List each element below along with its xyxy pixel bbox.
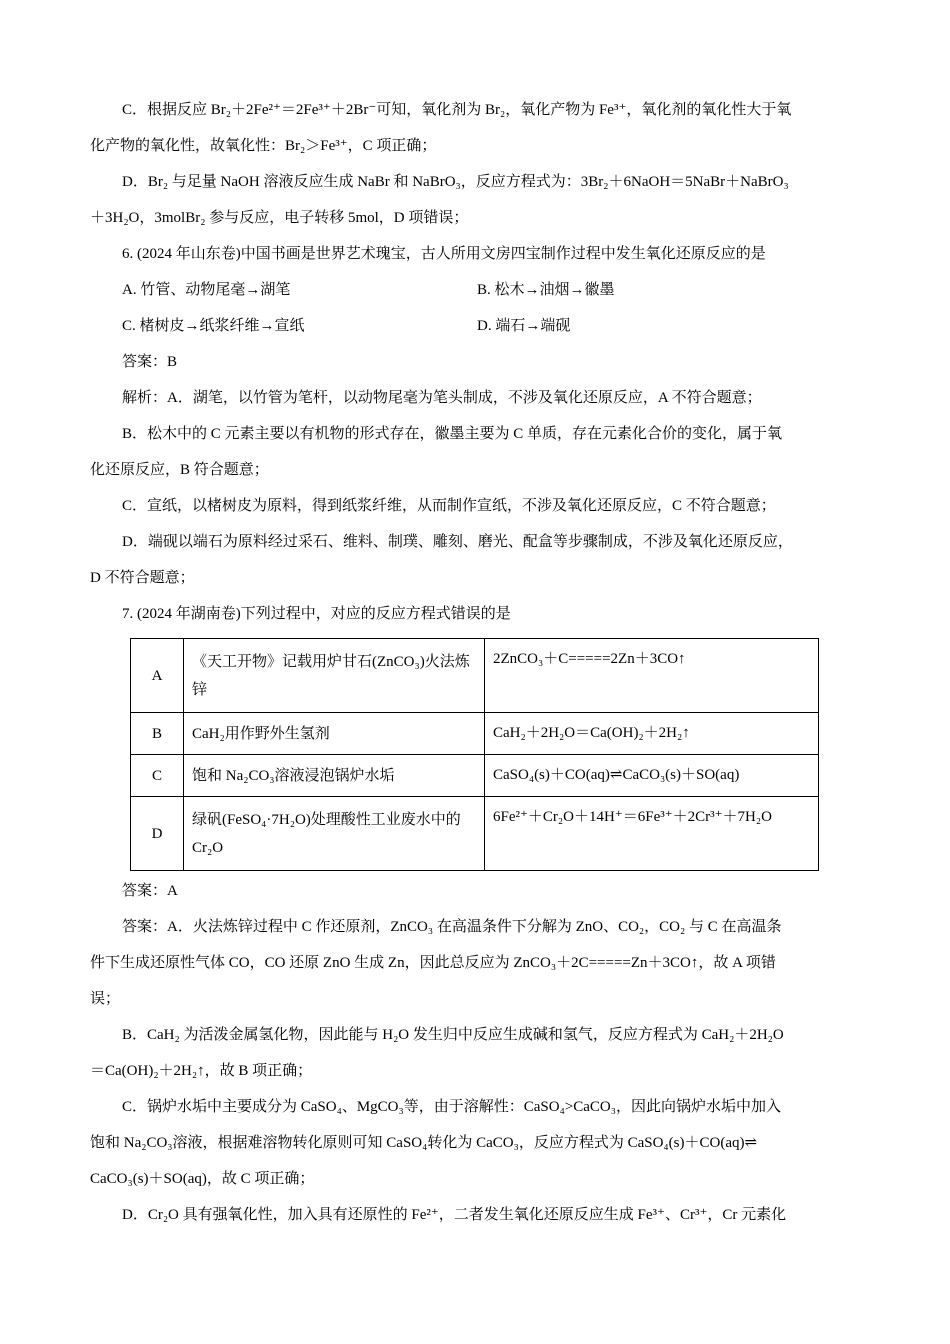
table-cell-equation: 2ZnCO₃＋C=====2Zn＋3CO↑ bbox=[485, 639, 819, 713]
question-7-explanation-d-line-1: D．Cr₂O 具有强氧化性，加入具有还原性的 Fe²⁺，二者发生氧化还原反应生成 Fe³⁺、Cr³⁺，Cr 元素化 bbox=[122, 1207, 787, 1223]
table-cell-description: CaH₂用作野外生氢剂 bbox=[184, 713, 485, 755]
table-cell-letter: D bbox=[131, 797, 184, 871]
table-cell-letter: C bbox=[131, 755, 184, 797]
question-7-explanation-a-line-3: 误； bbox=[90, 991, 121, 1007]
table-row bbox=[131, 797, 819, 871]
question-6-explanation-a: 解析：A．湖笔，以竹管为笔杆，以动物尾毫为笔头制成，不涉及氧化还原反应，A 不符合题意； bbox=[122, 390, 762, 406]
table-cell-letter: B bbox=[131, 713, 184, 755]
question-7-explanation-c-line-3: CaCO₃(s)＋SO(aq)，故 C 项正确； bbox=[90, 1171, 315, 1187]
table-cell-description: 绿矾(FeSO₄·7H₂O)处理酸性工业废水中的 Cr₂O bbox=[184, 797, 485, 871]
question-7-explanation-b-line-2: ＝Ca(OH)₂＋2H₂↑，故 B 项正确； bbox=[90, 1063, 313, 1079]
question-6-explanation-b-line-1: B．松木中的 C 元素主要以有机物的形式存在，徽墨主要为 C 单质，存在元素化合价的变化，属于氧 bbox=[122, 426, 783, 442]
question-7-explanation-c-line-1: C．锅炉水垢中主要成分为 CaSO₄、MgCO₃等，由于溶解性：CaSO₄>CaCO₃，因此向锅炉水垢中加入 bbox=[122, 1099, 781, 1115]
explanation-c-line-1: C．根据反应 Br₂＋2Fe²⁺＝2Fe³⁺＋2Br⁻可知，氧化剂为 Br₂，氧化产物为 Fe³⁺，氧化剂的氧化性大于氧 bbox=[122, 102, 792, 118]
question-6-explanation-c: C．宣纸，以楮树皮为原料，得到纸浆纤维，从而制作宣纸，不涉及氧化还原反应，C 不符合题意； bbox=[122, 498, 776, 514]
table-cell-description: 饱和 Na₂CO₃溶液浸泡锅炉水垢 bbox=[184, 755, 485, 797]
question-7-explanation-b-line-1: B．CaH₂ 为活泼金属氢化物，因此能与 H₂O 发生归中反应生成碱和氢气，反应方程式为 CaH₂＋2H₂O bbox=[122, 1027, 784, 1043]
question-6-explanation-d-line-2: D 不符合题意； bbox=[90, 570, 195, 586]
question-6-options-row-2 bbox=[90, 308, 862, 344]
question-6-answer: 答案：B bbox=[122, 354, 178, 370]
table-cell-equation: 6Fe²⁺＋Cr₂O＋14H⁺＝6Fe³⁺＋2Cr³⁺＋7H₂O bbox=[485, 797, 819, 871]
table-cell-equation: CaSO₄(s)＋CO(aq)⇌CaCO₃(s)＋SO(aq) bbox=[485, 755, 819, 797]
table-cell-equation: CaH₂＋2H₂O＝Ca(OH)₂＋2H₂↑ bbox=[485, 713, 819, 755]
explanation-d-line-1: D．Br₂ 与足量 NaOH 溶液反应生成 NaBr 和 NaBrO₃，反应方程式为：3Br₂＋6NaOH＝5NaBr＋NaBrO₃ bbox=[122, 174, 789, 190]
table-row bbox=[131, 713, 819, 755]
question-6-options-row-1 bbox=[90, 272, 862, 308]
explanation-d-line-2: ＋3H₂O，3molBr₂ 参与反应，电子转移 5mol，D 项错误； bbox=[90, 210, 469, 226]
table-cell-letter: A bbox=[131, 639, 184, 713]
table-row bbox=[131, 755, 819, 797]
table-cell-description: 《天工开物》记载用炉甘石(ZnCO₃)火法炼锌 bbox=[184, 639, 485, 713]
question-7-explanation-c-line-2: 饱和 Na₂CO₃溶液，根据难溶物转化原则可知 CaSO₄转化为 CaCO₃，反应方程式为 CaSO₄(s)＋CO(aq)⇌ bbox=[90, 1135, 758, 1151]
question-6-stem: 6. (2024 年山东卷)中国书画是世界艺术瑰宝，古人所用文房四宝制作过程中发生氧化还原反应的是 bbox=[122, 246, 766, 262]
question-6-option-c: C. 楮树皮→纸浆纤维→宣纸 bbox=[122, 318, 305, 334]
question-7-explanation-a-line-2: 件下生成还原性气体 CO，CO 还原 ZnO 生成 Zn，因此总反应为 ZnCO₃＋2C=====Zn＋3CO↑，故 A 项错 bbox=[90, 955, 776, 971]
question-6-option-b: B. 松木→油烟→徽墨 bbox=[477, 282, 615, 298]
question-6-option-a: A. 竹管、动物尾毫→湖笔 bbox=[122, 282, 291, 298]
question-7-table bbox=[130, 638, 819, 871]
question-7-explanation-a-line-1: 答案：A．火法炼锌过程中 C 作还原剂，ZnCO₃ 在高温条件下分解为 ZnO、CO₂，CO₂ 与 C 在高温条 bbox=[122, 919, 782, 935]
question-6-explanation-b-line-2: 化还原反应，B 符合题意； bbox=[90, 462, 269, 478]
table-row bbox=[131, 639, 819, 713]
question-7-stem: 7. (2024 年湖南卷)下列过程中，对应的反应方程式错误的是 bbox=[122, 606, 511, 622]
question-7-answer: 答案：A bbox=[122, 883, 178, 899]
question-6-option-d: D. 端石→端砚 bbox=[477, 318, 571, 334]
question-6-explanation-d-line-1: D．端砚以端石为原料经过采石、维料、制璞、雕刻、磨光、配盒等步骤制成，不涉及氧化还原反应， bbox=[122, 534, 793, 550]
explanation-c-line-2: 化产物的氧化性，故氧化性：Br₂＞Fe³⁺，C 项正确； bbox=[90, 138, 437, 154]
document-page bbox=[90, 92, 862, 1233]
